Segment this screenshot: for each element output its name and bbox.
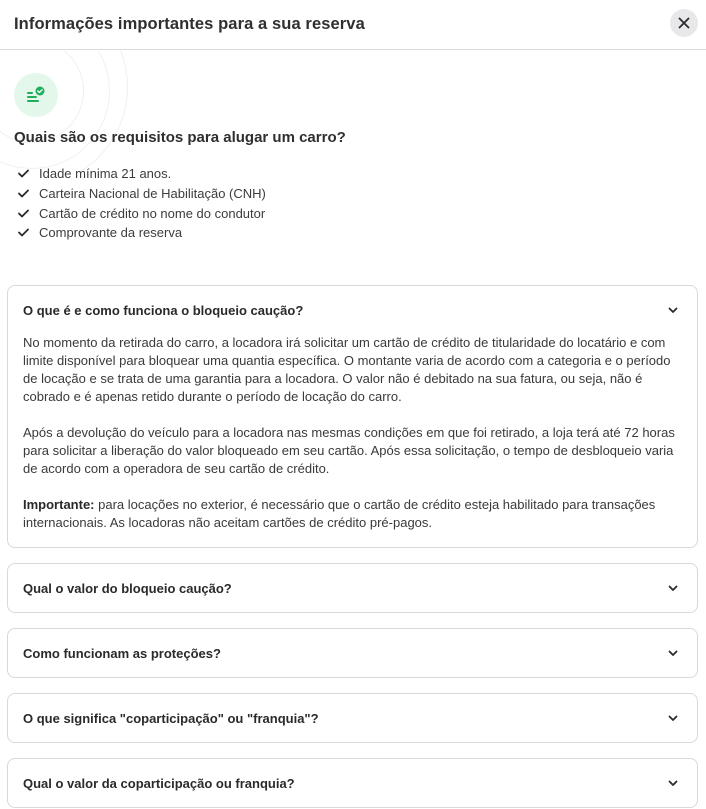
faq-item-significado-coparticipacao <box>7 693 698 743</box>
requirement-item: Carteira Nacional de Habilitação (CNH) <box>18 184 266 204</box>
faq-answer-important: Importante: para locações no exterior, é necessário que o cartão de crédito esteja habilitado para transações internacionais. As locadoras não aceitam cartões de crédito pré-pagos. <box>23 497 656 530</box>
faq-item-valor-coparticipacao <box>7 758 698 808</box>
chevron-down-icon <box>667 304 679 316</box>
faq-question: O que significa "coparticipação" ou "franquia"? <box>23 710 319 726</box>
modal-header <box>0 0 706 50</box>
chevron-down-icon <box>667 712 679 724</box>
faq-question: Qual o valor da coparticipação ou franquia? <box>23 775 295 791</box>
close-icon <box>678 17 690 29</box>
faq-answer-paragraph: Após a devolução do veículo para a locadora nas mesmas condições em que foi retirado, a loja terá até 72 horas para solicitar a liberação do valor bloqueado em seu cartão. Após essa solicitação, o tempo de desbloqueio varia de acordo com a operadora de seu cartão de crédito. <box>23 425 675 476</box>
chevron-down-icon <box>667 582 679 594</box>
faq-toggle[interactable] <box>8 629 697 677</box>
faq-item-valor-bloqueio <box>7 563 698 613</box>
list-check-icon <box>26 86 46 104</box>
requirement-item: Cartão de crédito no nome do condutor <box>18 203 266 223</box>
requirement-item: Idade mínima 21 anos. <box>18 164 266 184</box>
faq-toggle[interactable] <box>8 759 697 807</box>
requirements-title: Quais são os requisitos para alugar um carro? <box>14 129 346 146</box>
faq-question: O que é e como funciona o bloqueio caução? <box>23 302 304 318</box>
important-label: Importante: <box>23 497 95 512</box>
faq-toggle[interactable] <box>8 694 697 742</box>
requirements-icon-badge <box>14 73 58 117</box>
chevron-down-icon <box>667 777 679 789</box>
faq-question: Como funcionam as proteções? <box>23 645 221 661</box>
requirements-list <box>18 164 266 243</box>
faq-answer-paragraph: No momento da retirada do carro, a locadora irá solicitar um cartão de crédito de titularidade do locatário e com limite disponível para bloquear uma quantia específica. O montante varia de acordo com a categoria e o período de locação e se trata de uma garantia para a locadora. O valor não é debitado na sua fatura, ou seja, não é cobrado e é apenas retido durante o período de locação do carro. <box>23 335 671 404</box>
faq-toggle[interactable] <box>8 286 697 334</box>
faq-toggle[interactable] <box>8 564 697 612</box>
chevron-down-icon <box>667 647 679 659</box>
check-icon <box>18 228 30 237</box>
check-icon <box>18 169 30 178</box>
faq-item-bloqueio-caucao <box>7 285 698 548</box>
modal-title: Informações importantes para a sua reserva <box>14 15 365 33</box>
close-button[interactable] <box>670 9 698 37</box>
faq-answer <box>8 334 697 546</box>
faq-question: Qual o valor do bloqueio caução? <box>23 580 232 596</box>
check-icon <box>18 209 30 218</box>
requirement-item: Comprovante da reserva <box>18 223 266 243</box>
faq-item-protecoes <box>7 628 698 678</box>
check-icon <box>18 189 30 198</box>
